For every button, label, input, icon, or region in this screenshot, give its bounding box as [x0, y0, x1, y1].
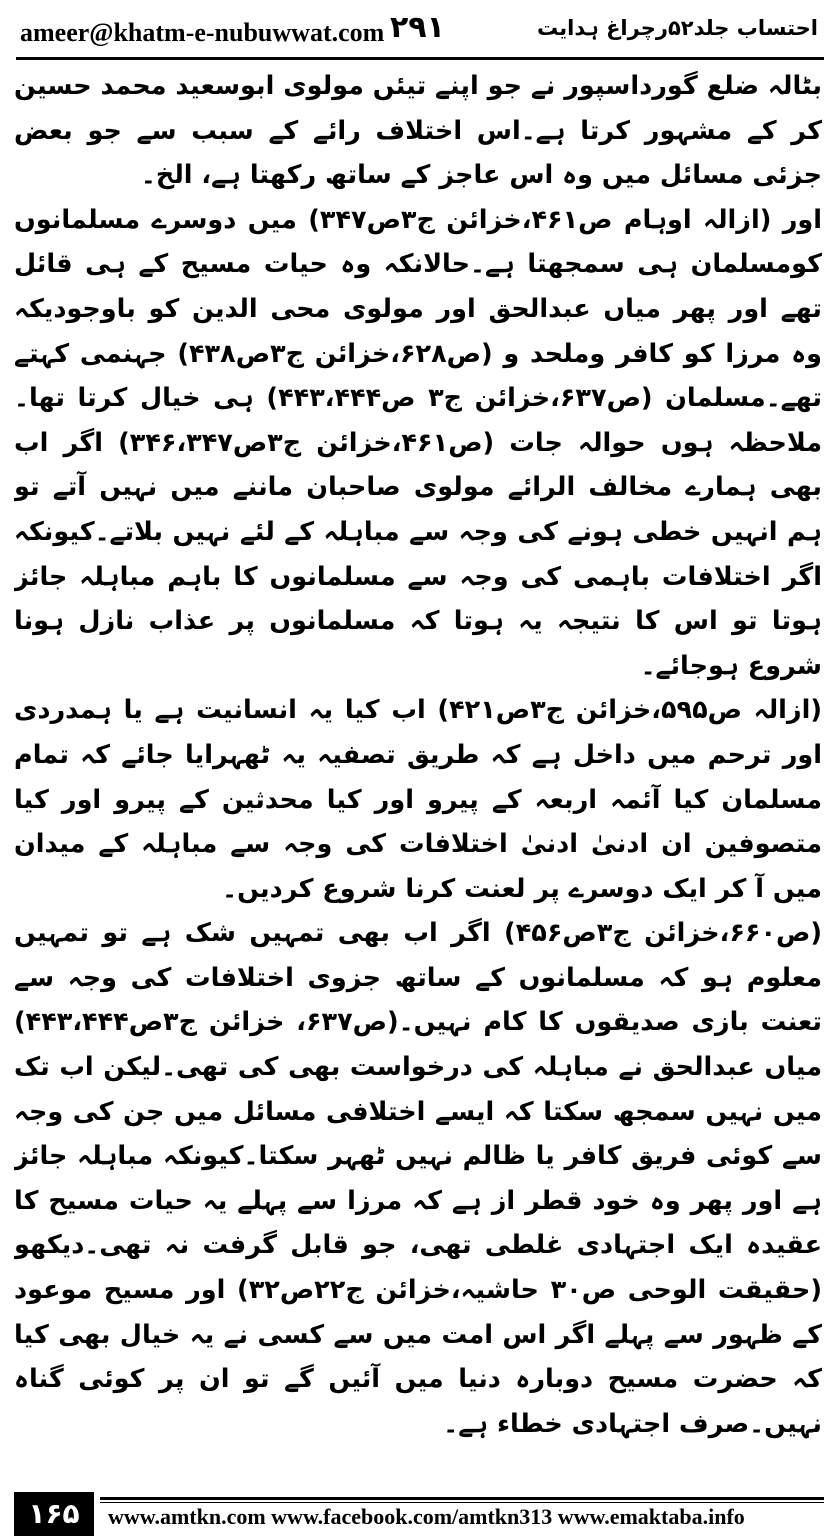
- header-book-title: احتساب جلد۵۲رچراغ ہدایت: [537, 16, 818, 40]
- page-header: [0, 0, 840, 56]
- header-page-number: ۲۹۱: [390, 10, 445, 45]
- paragraph: اور (ازالہ اوہام ص۴۶۱،خزائن ج۳ص۳۴۷) میں دوسرے مسلمانوں کومسلمان ہی سمجھتا ہے۔حالانکہ وہ حیات مسیح کے ہی قائل تھے اور پھر میاں عبدالحق اور مولوی محی الدین کو باوجودیکہ وہ مرزا کو کافر وملحد و (ص۶۲۸،خزائن ج۳ص۴۳۸) جہنمی کہتے تھے۔مسلمان (ص۶۳۷،خزائن ج۳ ص۴۴۳،۴۴۴) ہی خیال کرتا تھا۔ملاحظہ ہوں حوالہ جات (ص۴۶۱،خزائن ج۳ص۳۴۶،۳۴۷) اگر اب بھی ہمارے مخالف الرائے مولوی صاحبان ماننے میں نہیں آتے تو ہم انہیں خطی ہونے کی وجہ سے مباہلہ کے لئے نہیں بلاتے۔کیونکہ اگر اختلافات باہمی کی وجہ سے مسلمانوں کا باہم مباہلہ جائز ہوتا تو اس کا نتیجہ یہ ہوتا کہ مسلمانوں پر عذاب نازل ہونا شروع ہوجائے۔: [14, 204, 822, 681]
- page-body: [14, 64, 822, 1440]
- header-divider: [16, 57, 824, 60]
- footer-page-number: ۱۶۵: [14, 1492, 94, 1536]
- footer-urls: www.amtkn.com www.facebook.com/amtkn313 www.emaktaba.info: [108, 1504, 745, 1529]
- paragraph: (ازالہ ص۵۹۵،خزائن ج۳ص۴۲۱) اب کیا یہ انسانیت ہے یا ہمدردی اور ترحم میں داخل ہے کہ طریق تصفیہ یہ ٹھہرایا جائے کہ تمام مسلمان کیا آئمہ اربعہ کے پیرو اور کیا محدثین کے پیرو اور کیا متصوفین ان ادنیٰ ادنیٰ اختلافات کی وجہ سے مباہلہ کے میدان میں آ کر ایک دوسرے پر لعنت کرنا شروع کردیں۔: [14, 695, 822, 904]
- footer-divider: [100, 1497, 824, 1500]
- paragraph: (ص۶۶۰،خزائن ج۳ص۴۵۶) اگر اب بھی تمہیں شک ہے تو تمہیں معلوم ہو کہ مسلمانوں کے ساتھ جزوی اختلافات کی وجہ سے تعنت بازی صدیقوں کا کام نہیں۔(ص۶۳۷، خزائن ج۳ص۴۴۳،۴۴۴) میاں عبدالحق نے مباہلہ کی درخواست بھی کی تھی۔لیکن اب تک میں نہیں سمجھ سکتا کہ ایسے اختلافی مسائل میں جن کی وجہ سے کوئی فریق کافر یا ظالم نہیں ٹھہر سکتا۔کیونکہ مباہلہ جائز ہے اور پھر وہ خود قطر از ہے کہ مرزا سے پہلے یہ حیات مسیح کا عقیدہ ایک اجتہادی غلطی تھی، جو قابل گرفت نہ تھی۔دیکھو (حقیقت الوحی ص۳۰ حاشیہ،خزائن ج۲۲ص۳۲) اور مسیح موعود کے ظہور سے پہلے اگر اس امت میں سے کسی نے یہ خیال بھی کیا کہ حضرت مسیح دوبارہ دنیا میں آئیں گے تو ان پر کوئی گناہ نہیں۔صرف اجتہادی خطاء ہے۔: [14, 918, 822, 1439]
- paragraph: بٹالہ ضلع گورداسپور نے جو اپنے تیئں مولوی ابوسعید محمد حسین کر کے مشہور کرتا ہے۔اس اختلاف رائے کے سبب سے جو بعض جزئی مسائل میں وہ اس عاجز کے ساتھ رکھتا ہے، الخ۔: [14, 71, 822, 191]
- footer-divider-thin: [100, 1502, 824, 1503]
- header-email: ameer@khatm-e-nubuwwat.com: [20, 18, 385, 47]
